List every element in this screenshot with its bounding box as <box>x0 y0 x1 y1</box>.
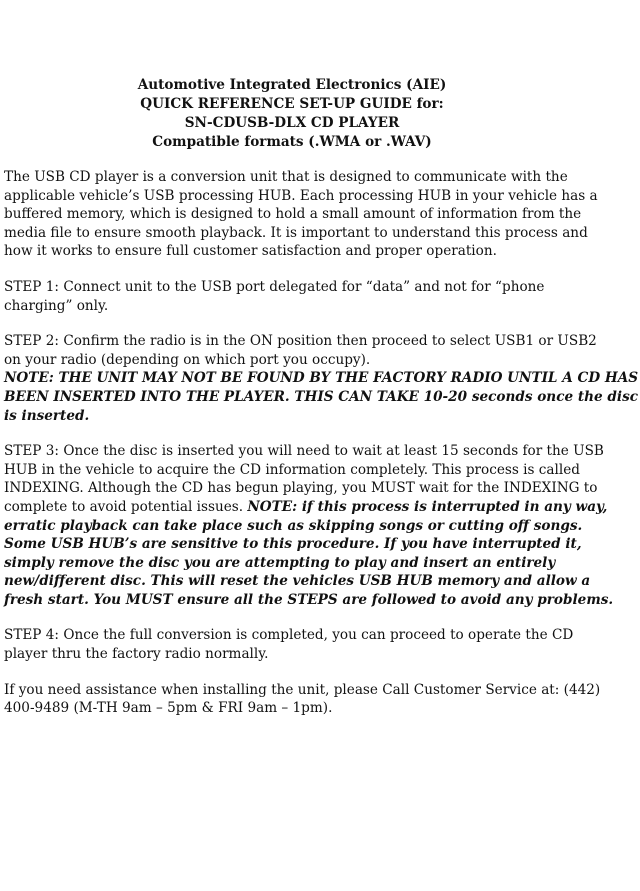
intro-line: The USB CD player is a conversion unit that is designed to communicate with the <box>4 169 568 185</box>
intro-line: buffered memory, which is designed to hold a small amount of information from the <box>4 206 582 223</box>
step-2-paragraph <box>4 332 639 425</box>
step-3-line <box>4 498 608 517</box>
step-3-note-line: fresh start. You MUST ensure all the STEPS are followed to avoid any problems. <box>4 591 614 608</box>
step-3-line: HUB in the vehicle to acquire the CD information completely. This process is called <box>4 461 580 478</box>
step-2-note-line: is inserted. <box>4 407 90 424</box>
step-3-note-line: simply remove the disc you are attempting to play and insert an entirely <box>4 554 556 571</box>
step-2-line: on your radio (depending on which port you occupy). <box>4 351 371 368</box>
contact-line: 400-9489 (M-TH 9am – 5pm & FRI 9am – 1pm). <box>4 700 333 717</box>
contact-paragraph <box>4 681 604 718</box>
compatible-formats: Compatible formats (.WMA or .WAV) <box>152 134 432 150</box>
step-4-line: player thru the factory radio normally. <box>4 646 269 663</box>
company-name: Automotive Integrated Electronics (AIE) <box>137 77 447 93</box>
intro-line: how it works to ensure full customer satisfaction and proper operation. <box>4 243 497 260</box>
step-1-line: STEP 1: Connect unit to the USB port delegated for “data” and not for “phone <box>4 278 545 295</box>
intro-line: media file to ensure smooth playback. It is important to understand this process and <box>4 224 588 241</box>
step-2-note-line: BEEN INSERTED INTO THE PLAYER. THIS CAN TAKE 10-20 seconds once the disc <box>4 388 638 405</box>
step-3-text: complete to avoid potential issues. <box>4 498 248 515</box>
step-1-line: charging” only. <box>4 297 109 314</box>
document-body <box>4 168 639 735</box>
document-header <box>0 76 584 152</box>
guide-title: QUICK REFERENCE SET-UP GUIDE for: <box>140 96 444 112</box>
step-3-paragraph <box>4 442 614 609</box>
step-4-paragraph <box>4 626 604 663</box>
step-3-note-start: NOTE: if this process is interrupted in any way, <box>247 498 608 515</box>
step-3-line: INDEXING. Although the CD has begun playing, you MUST wait for the INDEXING to <box>4 480 598 497</box>
step-1-paragraph <box>4 278 604 315</box>
step-4-line: STEP 4: Once the full conversion is completed, you can proceed to operate the CD <box>4 627 574 644</box>
step-3-note-line: new/different disc. This will reset the vehicles USB HUB memory and allow a <box>4 573 591 590</box>
product-model: SN-CDUSB-DLX CD PLAYER <box>184 115 400 131</box>
intro-paragraph <box>4 168 604 261</box>
step-3-note-line: Some USB HUB’s are sensitive to this procedure. If you have interrupted it, <box>4 536 582 553</box>
step-2-line: STEP 2: Confirm the radio is in the ON position then proceed to select USB1 or USB2 <box>4 333 597 350</box>
step-3-note-line: erratic playback can take place such as skipping songs or cutting off songs. <box>4 517 583 534</box>
step-2-note-line: NOTE: THE UNIT MAY NOT BE FOUND BY THE FACTORY RADIO UNTIL A CD HAS <box>4 370 639 387</box>
step-3-line: STEP 3: Once the disc is inserted you will need to wait at least 15 seconds for the USB <box>4 443 604 460</box>
intro-line: applicable vehicle’s USB processing HUB. Each processing HUB in your vehicle has a <box>4 187 598 204</box>
contact-line: If you need assistance when installing the unit, please Call Customer Service at: (442) <box>4 681 601 698</box>
